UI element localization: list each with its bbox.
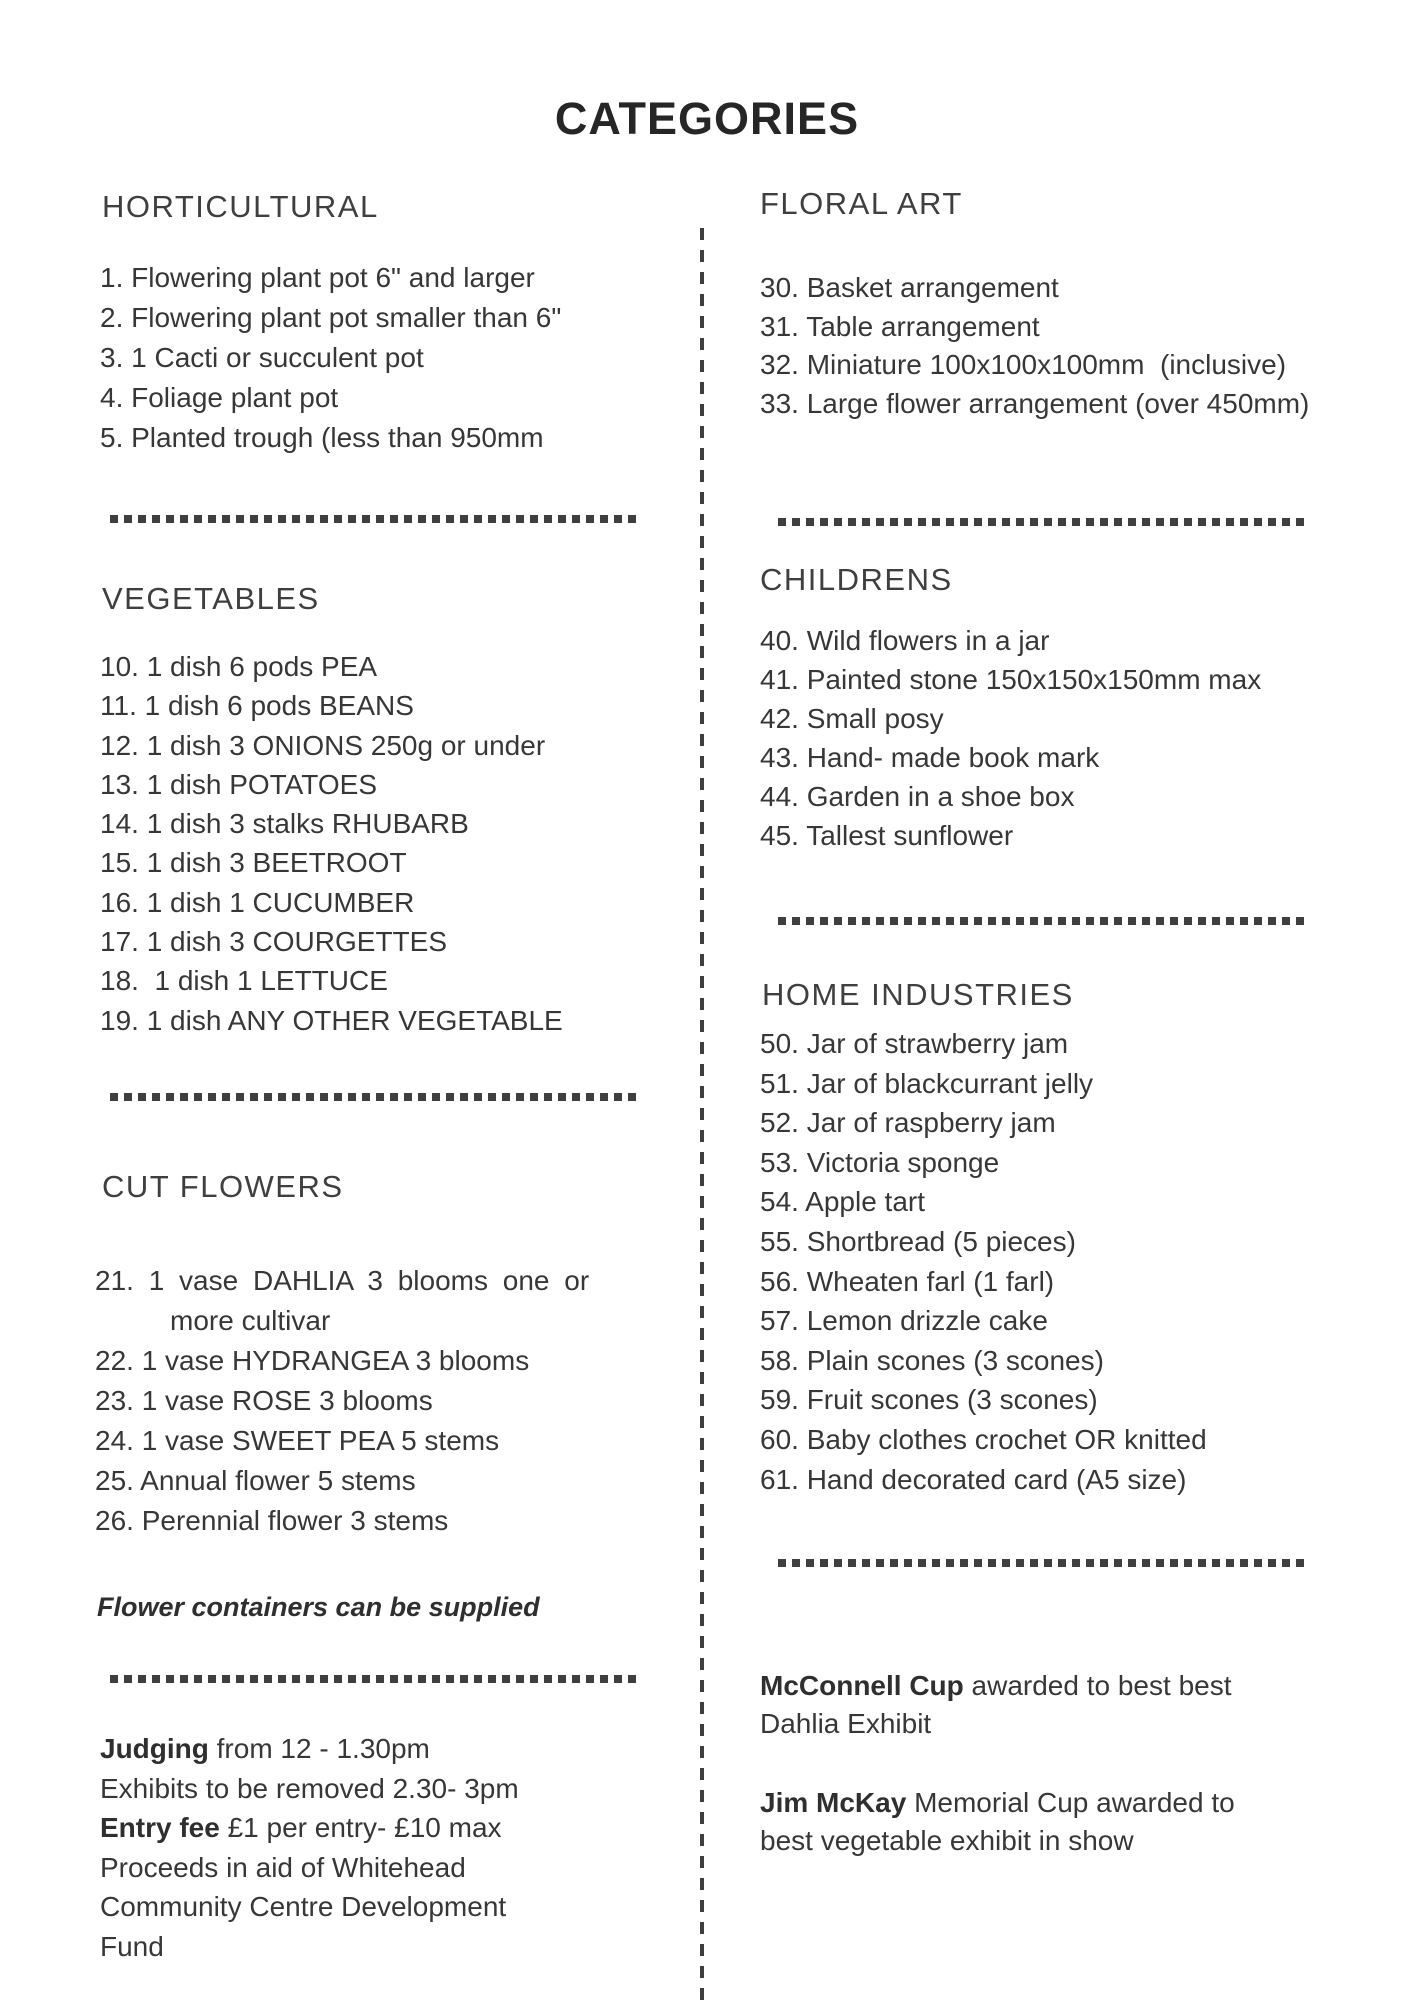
list-item: 11. 1 dish 6 pods BEANS	[100, 690, 414, 722]
section-heading-floral-art: FLORAL ART	[760, 186, 963, 221]
dashed-separator	[110, 1093, 640, 1101]
info-line: Exhibits to be removed 2.30- 3pm	[100, 1772, 519, 1804]
note-flower-containers: Flower containers can be supplied	[97, 1592, 540, 1622]
list-item: 4. Foliage plant pot	[100, 382, 339, 413]
section-heading-cut-flowers: CUT FLOWERS	[102, 1169, 344, 1204]
list-item: 2. Flowering plant pot smaller than 6"	[100, 302, 562, 333]
list-item: 21. 1 vase DAHLIA 3 blooms one or	[95, 1265, 590, 1296]
list-horticultural	[100, 258, 561, 458]
info-line: Proceeds in aid of Whitehead	[100, 1851, 466, 1883]
award-jim-mckay-cup	[760, 1784, 1235, 1860]
list-item: 5. Planted trough (less than 950mm	[100, 422, 544, 453]
list-item: 54. Apple tart	[760, 1186, 926, 1218]
list-item: 15. 1 dish 3 BEETROOT	[100, 847, 407, 879]
award-line: best vegetable exhibit in show	[760, 1825, 1134, 1856]
column-divider-dashed	[700, 228, 704, 2000]
list-item: 10. 1 dish 6 pods PEA	[100, 651, 378, 682]
list-item: 57. Lemon drizzle cake	[760, 1305, 1048, 1337]
list-item: 32. Miniature 100x100x100mm (inclusive)	[760, 349, 1287, 380]
award-line: Dahlia Exhibit	[760, 1708, 932, 1739]
award-line: Jim McKay Memorial Cup awarded to	[760, 1787, 1235, 1818]
info-line: Community Centre Development	[100, 1891, 507, 1922]
list-item: 13. 1 dish POTATOES	[100, 768, 378, 800]
list-item: 26. Perennial flower 3 stems	[95, 1505, 449, 1536]
info-line: Entry fee £1 per entry- £10 max	[100, 1812, 502, 1843]
list-item: 18. 1 dish 1 LETTUCE	[100, 965, 388, 997]
list-item: 14. 1 dish 3 stalks RHUBARB	[100, 808, 469, 840]
list-item: 59. Fruit scones (3 scones)	[760, 1384, 1098, 1416]
dashed-separator	[778, 1559, 1308, 1567]
page-title: CATEGORIES	[554, 93, 860, 144]
list-item: 53. Victoria sponge	[760, 1146, 1000, 1178]
list-item: 58. Plain scones (3 scones)	[760, 1344, 1104, 1376]
info-line: Fund	[100, 1930, 164, 1962]
info-line: Judging from 12 - 1.30pm	[100, 1733, 430, 1764]
list-item: 52. Jar of raspberry jam	[760, 1107, 1056, 1139]
list-item: 23. 1 vase ROSE 3 blooms	[95, 1385, 433, 1416]
list-item: 25. Annual flower 5 stems	[95, 1465, 416, 1496]
dashed-separator	[778, 518, 1308, 526]
award-mcconnell-cup	[760, 1667, 1232, 1743]
list-item: 3. 1 Cacti or succulent pot	[100, 342, 424, 373]
list-floral-art	[760, 269, 1309, 423]
list-item: 44. Garden in a shoe box	[760, 781, 1075, 812]
list-item: 50. Jar of strawberry jam	[760, 1028, 1069, 1059]
info-judging-block	[100, 1729, 519, 1966]
list-childrens	[760, 621, 1261, 855]
list-item: 30. Basket arrangement	[760, 272, 1059, 303]
list-item: 61. Hand decorated card (A5 size)	[760, 1463, 1187, 1495]
list-item: 51. Jar of blackcurrant jelly	[760, 1067, 1094, 1099]
list-item: more cultivar	[170, 1305, 331, 1336]
section-heading-horticultural: HORTICULTURAL	[102, 189, 379, 224]
award-line: McConnell Cup awarded to best best	[760, 1670, 1232, 1701]
dashed-separator	[110, 515, 640, 523]
section-heading-home-industries: HOME INDUSTRIES	[762, 977, 1074, 1012]
section-heading-childrens: CHILDRENS	[760, 562, 953, 597]
list-item: 1. Flowering plant pot 6" and larger	[100, 262, 535, 293]
list-item: 33. Large flower arrangement (over 450mm)	[760, 387, 1310, 419]
list-item: 56. Wheaten farl (1 farl)	[760, 1265, 1055, 1297]
section-heading-vegetables: VEGETABLES	[102, 581, 320, 616]
list-item: 60. Baby clothes crochet OR knitted	[760, 1423, 1207, 1455]
list-item: 24. 1 vase SWEET PEA 5 stems	[95, 1425, 500, 1456]
list-home-industries	[760, 1024, 1207, 1499]
list-item: 12. 1 dish 3 ONIONS 250g or under	[100, 729, 546, 761]
list-item: 45. Tallest sunflower	[760, 820, 1014, 851]
list-item: 19. 1 dish ANY OTHER VEGETABLE	[100, 1004, 563, 1036]
list-item: 31. Table arrangement	[760, 310, 1040, 342]
list-item: 40. Wild flowers in a jar	[760, 625, 1050, 656]
dashed-separator	[778, 917, 1308, 925]
list-item: 17. 1 dish 3 COURGETTES	[100, 926, 448, 958]
list-item: 22. 1 vase HYDRANGEA 3 blooms	[95, 1345, 530, 1376]
list-item: 16. 1 dish 1 CUCUMBER	[100, 886, 415, 918]
list-vegetables	[100, 647, 563, 1040]
list-item: 41. Painted stone 150x150x150mm max	[760, 664, 1262, 695]
dashed-separator	[110, 1675, 640, 1683]
list-item: 42. Small posy	[760, 703, 944, 734]
list-cut-flowers	[95, 1261, 589, 1541]
list-item: 55. Shortbread (5 pieces)	[760, 1225, 1076, 1257]
list-item: 43. Hand- made book mark	[760, 742, 1100, 773]
